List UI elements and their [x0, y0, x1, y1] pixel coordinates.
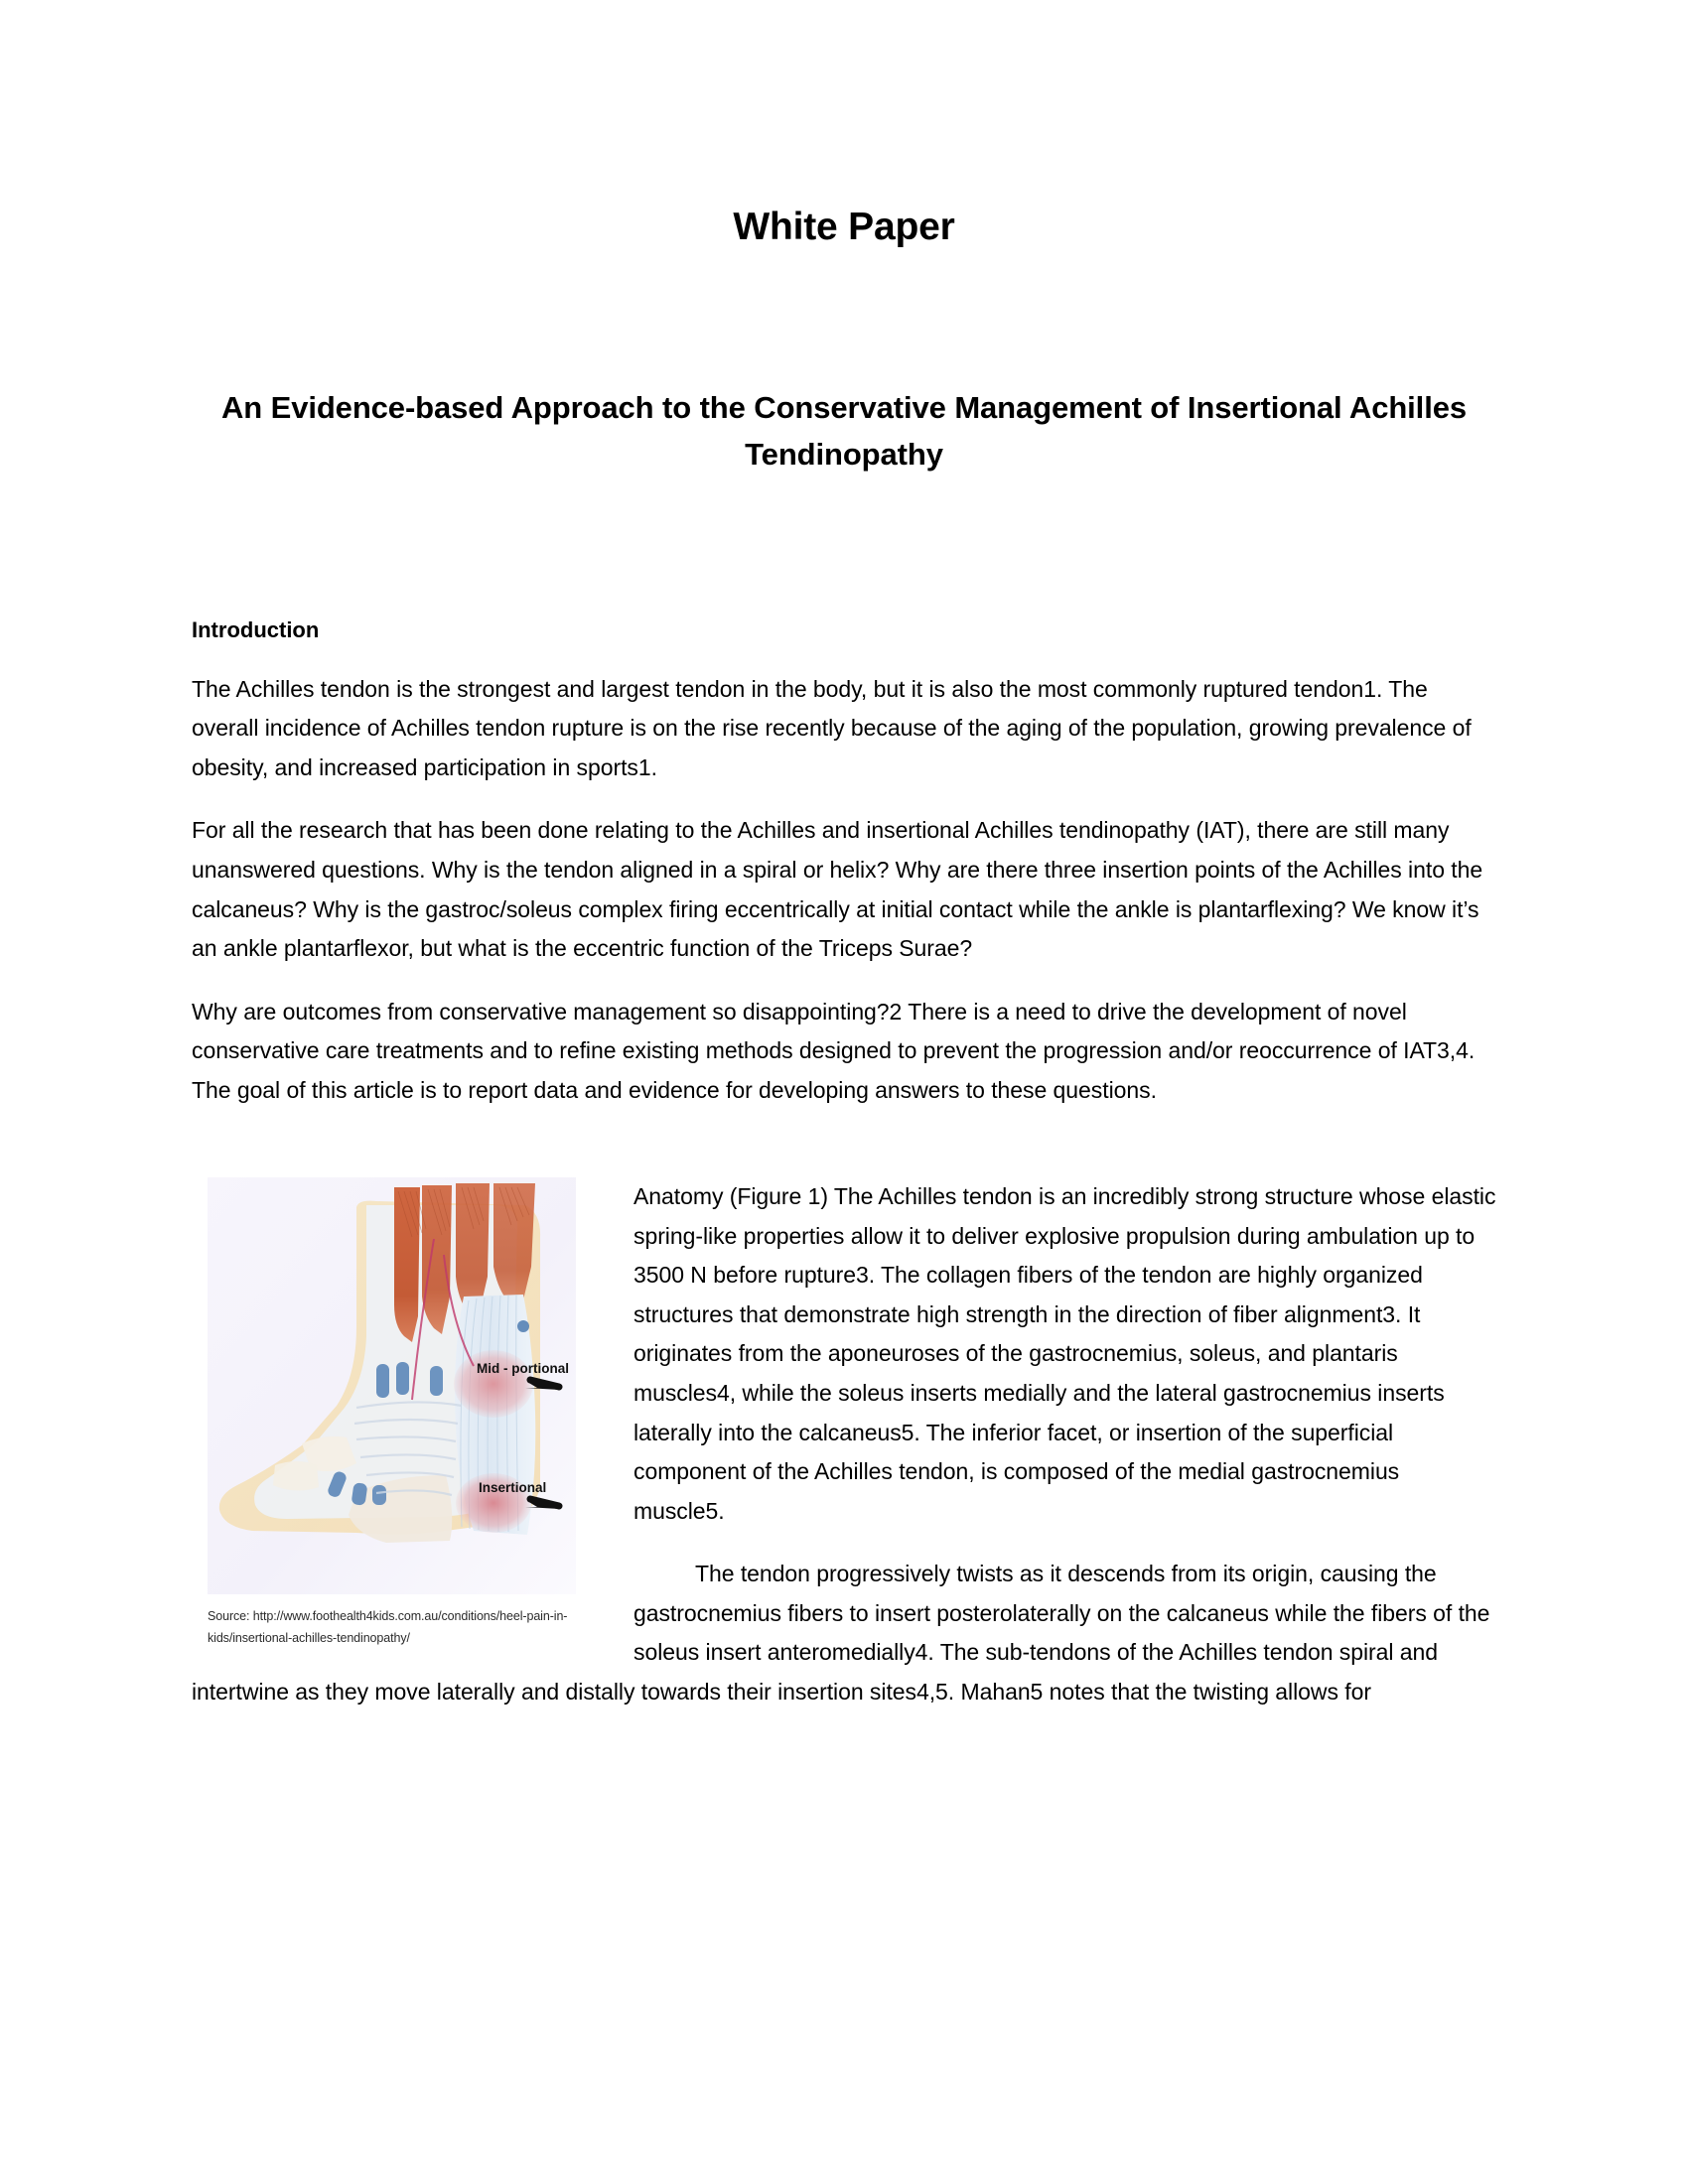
figure-1-anatomy [208, 1177, 576, 1649]
navicular-bone [273, 1461, 319, 1491]
page-title: White Paper [733, 205, 955, 248]
label-mid-portional: Mid - portional [477, 1361, 569, 1377]
section-heading-introduction: Introduction [192, 616, 320, 642]
muscle-belly-medial [394, 1187, 420, 1342]
paragraph-twisting: The tendon progressively twists as it descends from its origin, causing the gastrocnemius fibers to insert posterolaterally on the calcaneus while the fibers of the soleus insert anteromedially4. The sub-tendons of the Achilles tendon spiral and intertwine as they move laterally and distally towards their insertion sites4,5. Mahan5 notes that the twisting allows for [192, 1561, 1490, 1705]
paragraph-intro-1: The Achilles tendon is the strongest and largest tendon in the body, but it is also the most commonly ruptured tendon1. The overall incidence of Achilles tendon rupture is on the rise recently because of the aging of the population, growing prevalence of obesity, and increased participation in sports1. [192, 675, 1472, 780]
figure-source-caption: Source: http://www.foothealth4kids.com.au/conditions/heel-pain-in-kids/insertional-achilles-tendinopathy/ [208, 1609, 568, 1645]
label-insertional: Insertional [479, 1480, 547, 1496]
paragraph-intro-2: For all the research that has been done relating to the Achilles and insertional Achilles tendinopathy (IAT), there are still many unanswered questions. Why is the tendon aligned in a spiral or helix? Why are there three insertion points of the Achilles into the calcaneus? Why is the gastroc/soleus complex firing eccentrically at initial contact while the ankle is plantarflexing? We know it’s an ankle plantarflexor, but what is the eccentric function of the Triceps Surae? [192, 817, 1483, 962]
paragraph-anatomy: Anatomy (Figure 1) The Achilles tendon is an incredibly strong structure whose elastic spring-like properties allow it to deliver explosive propulsion during ambulation up to 3500 N before rupture3. The collagen fibers of the tendon are highly organized structures that demonstrate high strength in the direction of fiber alignment3. It originates from the aponeuroses of the gastrocnemius, soleus, and plantaris muscles4, while the soleus inserts medially and the lateral gastrocnemius inserts laterally into the calcaneus5. The inferior facet, or insertion of the superficial component of the Achilles tendon, is composed of the medial gastrocnemius muscle5. [633, 1183, 1496, 1524]
ankle-anatomy-illustration [208, 1177, 576, 1594]
paragraph-intro-3: Why are outcomes from conservative management so disappointing?2 There is a need to drive the development of novel conservative care treatments and to refine existing methods designed to prevent the progression and/or reoccurrence of IAT3,4. The goal of this article is to report data and evidence for developing answers to these questions. [192, 998, 1476, 1103]
figure-and-text-block [192, 1110, 1496, 1711]
document-heading: An Evidence-based Approach to the Conservative Management of Insertional Achilles Tendinopathy [220, 389, 1467, 472]
